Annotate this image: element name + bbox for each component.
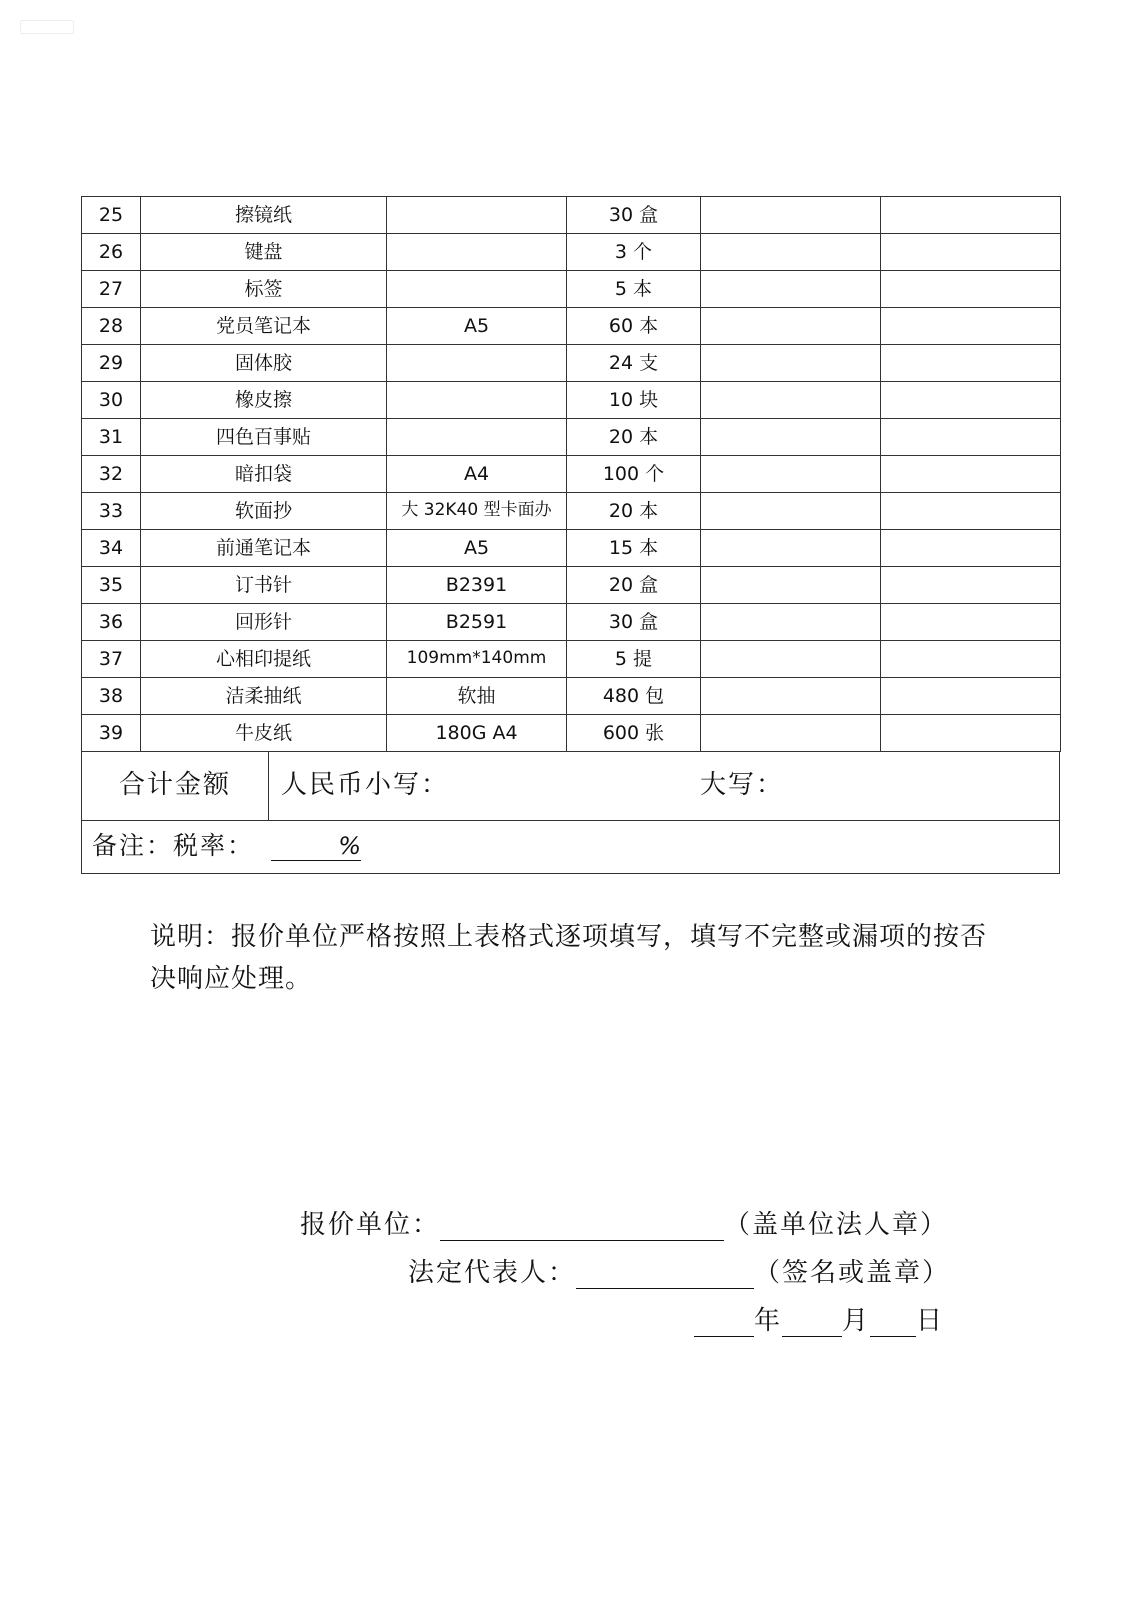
item-quantity-cell: 600 张 [567, 715, 701, 752]
subtotal-cell[interactable] [881, 308, 1061, 345]
items-table-body [82, 197, 1061, 752]
subtotal-cell[interactable] [881, 493, 1061, 530]
table-row [82, 604, 1061, 641]
item-number-cell: 34 [82, 530, 141, 567]
item-quantity-cell: 30 盒 [567, 604, 701, 641]
unit-price-cell[interactable] [701, 197, 881, 234]
subtotal-cell[interactable] [881, 271, 1061, 308]
item-spec-cell [387, 234, 567, 271]
month-label: 月 [842, 1306, 871, 1336]
item-quantity-cell: 5 提 [567, 641, 701, 678]
item-number-cell: 31 [82, 419, 141, 456]
item-name-cell: 心相印提纸 [141, 641, 387, 678]
item-quantity-cell: 20 本 [567, 493, 701, 530]
rmb-uppercase-label: 大写： [700, 770, 785, 800]
item-spec-cell: 大 32K40 型卡面办 [387, 493, 567, 530]
remark-tax-text: 备注：税率： [92, 831, 255, 860]
unit-price-cell[interactable] [701, 345, 881, 382]
item-number-cell: 26 [82, 234, 141, 271]
item-name-cell: 四色百事贴 [141, 419, 387, 456]
quoting-unit-blank[interactable] [440, 1212, 724, 1241]
table-row [82, 308, 1061, 345]
item-name-cell: 洁柔抽纸 [141, 678, 387, 715]
table-row [82, 197, 1061, 234]
subtotal-cell[interactable] [881, 419, 1061, 456]
item-number-cell: 38 [82, 678, 141, 715]
item-name-cell: 键盘 [141, 234, 387, 271]
unit-price-cell[interactable] [701, 493, 881, 530]
table-row [82, 271, 1061, 308]
item-spec-cell: A4 [387, 456, 567, 493]
item-spec-cell: A5 [387, 530, 567, 567]
table-row [82, 456, 1061, 493]
percent-sign: % [338, 832, 361, 860]
table-row [82, 382, 1061, 419]
unit-price-cell[interactable] [701, 530, 881, 567]
item-spec-cell [387, 419, 567, 456]
item-number-cell: 35 [82, 567, 141, 604]
item-spec-cell [387, 382, 567, 419]
item-spec-cell [387, 197, 567, 234]
unit-price-cell[interactable] [701, 567, 881, 604]
item-number-cell: 25 [82, 197, 141, 234]
corner-mark [20, 20, 74, 34]
item-quantity-cell: 15 本 [567, 530, 701, 567]
item-number-cell: 33 [82, 493, 141, 530]
day-blank[interactable] [870, 1308, 916, 1337]
instruction-note: 说明：报价单位严格按照上表格式逐项填写，填写不完整或漏项的按否决响应处理。 [150, 922, 988, 994]
unit-price-cell[interactable] [701, 308, 881, 345]
item-spec-cell: 软抽 [387, 678, 567, 715]
item-quantity-cell: 5 本 [567, 271, 701, 308]
subtotal-cell[interactable] [881, 197, 1061, 234]
unit-price-cell[interactable] [701, 456, 881, 493]
item-quantity-cell: 30 盒 [567, 197, 701, 234]
item-spec-cell: A5 [387, 308, 567, 345]
unit-price-cell[interactable] [701, 604, 881, 641]
unit-price-cell[interactable] [701, 641, 881, 678]
table-row [82, 234, 1061, 271]
quoting-unit-seal-note: （盖单位法人章） [724, 1210, 949, 1240]
unit-price-cell[interactable] [701, 715, 881, 752]
subtotal-cell[interactable] [881, 234, 1061, 271]
item-spec-cell: B2391 [387, 567, 567, 604]
item-name-cell: 固体胶 [141, 345, 387, 382]
table-row [82, 530, 1061, 567]
item-name-cell: 暗扣袋 [141, 456, 387, 493]
items-table [81, 196, 1061, 752]
item-number-cell: 39 [82, 715, 141, 752]
table-row [82, 641, 1061, 678]
legal-rep-sign-note: （签名或盖章） [754, 1258, 951, 1288]
item-name-cell: 回形针 [141, 604, 387, 641]
unit-price-cell[interactable] [701, 234, 881, 271]
item-name-cell: 软面抄 [141, 493, 387, 530]
item-quantity-cell: 3 个 [567, 234, 701, 271]
item-name-cell: 前通笔记本 [141, 530, 387, 567]
table-row [82, 567, 1061, 604]
subtotal-cell[interactable] [881, 604, 1061, 641]
unit-price-cell[interactable] [701, 678, 881, 715]
item-spec-cell: 109mm*140mm [387, 641, 567, 678]
item-quantity-cell: 60 本 [567, 308, 701, 345]
remark-row [81, 820, 1060, 874]
table-row [82, 715, 1061, 752]
total-amount-label: 合计金额 [82, 751, 269, 820]
unit-price-cell[interactable] [701, 271, 881, 308]
tax-rate-blank[interactable] [271, 828, 361, 861]
year-label: 年 [754, 1306, 783, 1336]
remark-tax-label [92, 820, 254, 872]
subtotal-cell[interactable] [881, 678, 1061, 715]
subtotal-cell[interactable] [881, 715, 1061, 752]
item-name-cell: 订书针 [141, 567, 387, 604]
item-name-cell: 擦镜纸 [141, 197, 387, 234]
table-row [82, 419, 1061, 456]
subtotal-cell[interactable] [881, 641, 1061, 678]
table-row [82, 678, 1061, 715]
subtotal-cell[interactable] [881, 456, 1061, 493]
item-quantity-cell: 480 包 [567, 678, 701, 715]
item-name-cell: 党员笔记本 [141, 308, 387, 345]
subtotal-cell[interactable] [881, 345, 1061, 382]
item-number-cell: 36 [82, 604, 141, 641]
legal-rep-blank[interactable] [576, 1260, 754, 1289]
unit-price-cell[interactable] [701, 419, 881, 456]
table-row [82, 345, 1061, 382]
date-line [694, 1300, 944, 1337]
year-blank[interactable] [694, 1308, 754, 1337]
subtotal-cell[interactable] [881, 382, 1061, 419]
legal-rep-label: 法定代表人： [408, 1258, 577, 1288]
subtotal-cell[interactable] [881, 530, 1061, 567]
item-number-cell: 32 [82, 456, 141, 493]
quoting-unit-label: 报价单位： [300, 1210, 441, 1240]
item-name-cell: 橡皮擦 [141, 382, 387, 419]
rmb-lowercase-label: 人民币小写： [281, 770, 450, 800]
quoting-unit-line [300, 1204, 948, 1241]
item-quantity-cell: 20 本 [567, 419, 701, 456]
unit-price-cell[interactable] [701, 382, 881, 419]
item-number-cell: 27 [82, 271, 141, 308]
item-quantity-cell: 10 块 [567, 382, 701, 419]
month-blank[interactable] [782, 1308, 842, 1337]
item-number-cell: 30 [82, 382, 141, 419]
item-number-cell: 28 [82, 308, 141, 345]
item-name-cell: 标签 [141, 271, 387, 308]
item-number-cell: 37 [82, 641, 141, 678]
table-row [82, 493, 1061, 530]
item-quantity-cell: 100 个 [567, 456, 701, 493]
item-number-cell: 29 [82, 345, 141, 382]
item-spec-cell [387, 271, 567, 308]
subtotal-cell[interactable] [881, 567, 1061, 604]
item-spec-cell: 180G A4 [387, 715, 567, 752]
item-spec-cell: B2591 [387, 604, 567, 641]
day-label: 日 [916, 1306, 945, 1336]
legal-rep-line [408, 1252, 950, 1289]
item-name-cell: 牛皮纸 [141, 715, 387, 752]
item-spec-cell [387, 345, 567, 382]
total-amount-row [81, 751, 1060, 821]
item-quantity-cell: 20 盒 [567, 567, 701, 604]
item-quantity-cell: 24 支 [567, 345, 701, 382]
